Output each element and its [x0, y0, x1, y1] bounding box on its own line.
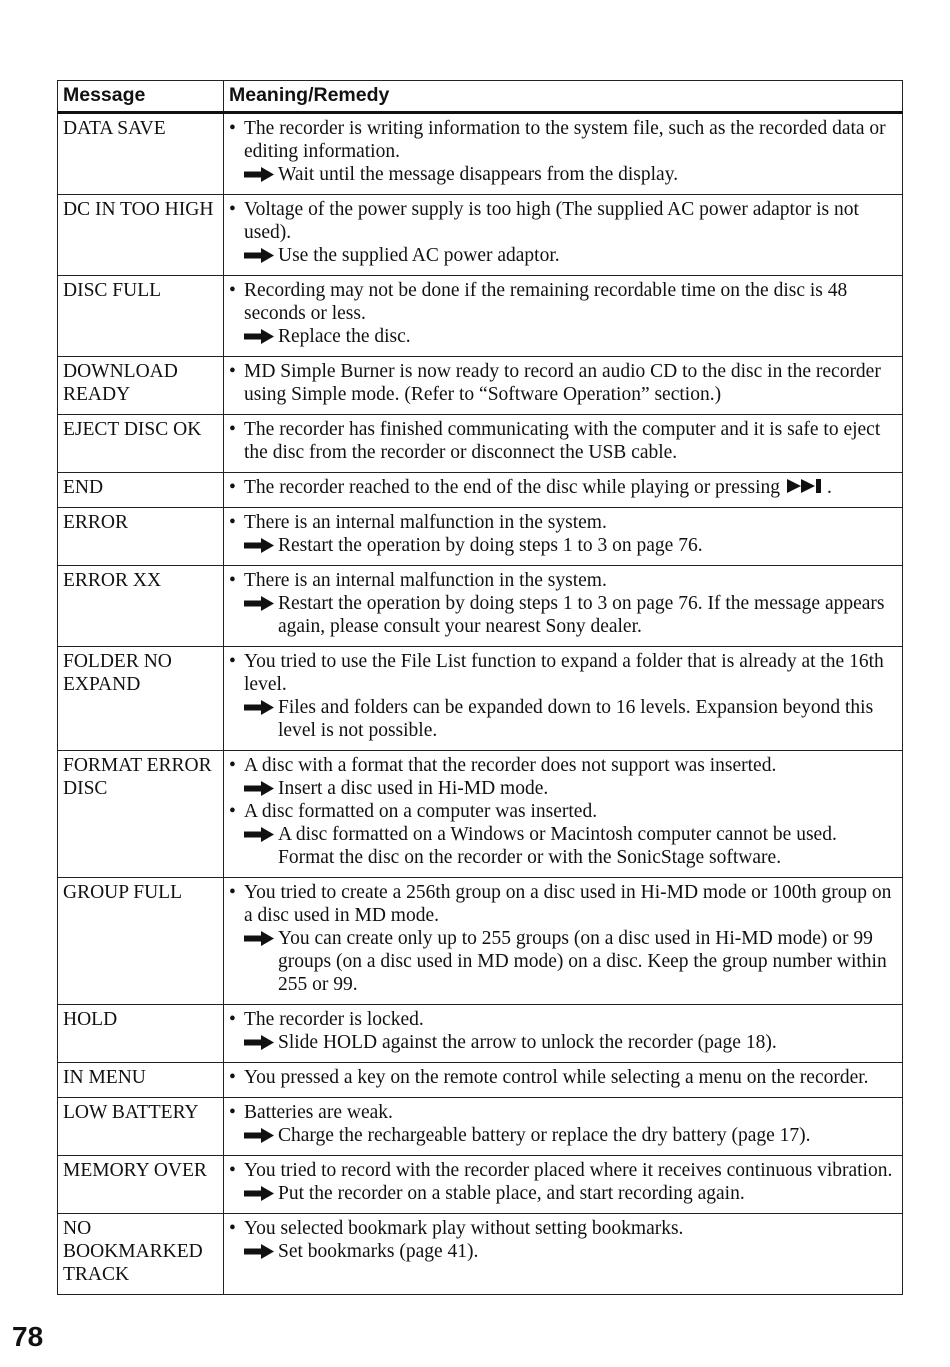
meaning-cell — [224, 1214, 903, 1295]
meaning-text: MD Simple Burner is now ready to record an audio CD to the disc in the recorder using Simple mode. (Refer to “Software Operation” section.) — [244, 361, 881, 405]
message-cell: DOWNLOAD READY — [58, 357, 224, 415]
table-header-row — [58, 81, 903, 113]
meaning-cell — [224, 415, 903, 473]
bullet-item — [229, 360, 897, 406]
message-cell: FORMAT ERROR DISC — [58, 751, 224, 878]
arrow-right-icon — [244, 931, 274, 946]
bullet-dot: • — [229, 512, 236, 533]
arrow-right-icon — [244, 167, 274, 182]
remedy-item — [229, 1124, 897, 1147]
meaning-cell — [224, 566, 903, 647]
meaning-text: You pressed a key on the remote control while selecting a menu on the recorder. — [244, 1067, 869, 1088]
bullet-dot: • — [229, 882, 236, 903]
message-cell: EJECT DISC OK — [58, 415, 224, 473]
arrow-right-icon — [244, 248, 274, 263]
remedy-text: Replace the disc. — [278, 326, 411, 347]
bullet-item — [229, 1159, 897, 1182]
table-row — [58, 1098, 903, 1156]
meaning-text: A disc with a format that the recorder does not support was inserted. — [244, 755, 777, 776]
table-row — [58, 1156, 903, 1214]
meaning-text: You tried to create a 256th group on a disc used in Hi-MD mode or 100th group on a disc used in MD mode. — [244, 882, 892, 926]
meaning-cell — [224, 195, 903, 276]
meaning-cell — [224, 647, 903, 751]
meaning-text: The recorder has finished communicating with the computer and it is safe to eject the disc from the recorder or disconnect the USB cable. — [244, 419, 881, 463]
meaning-cell — [224, 276, 903, 357]
bullet-dot: • — [229, 1218, 236, 1239]
bullet-dot: • — [229, 1102, 236, 1123]
bullet-item — [229, 1008, 897, 1031]
remedy-item — [229, 823, 897, 869]
bullet-item — [229, 1066, 897, 1089]
bullet-dot: • — [229, 118, 236, 139]
message-cell: GROUP FULL — [58, 878, 224, 1005]
bullet-item — [229, 511, 897, 534]
meaning-text: The recorder reached to the end of the disc while playing or pressing — [244, 477, 781, 498]
remedy-text: Restart the operation by doing steps 1 to 3 on page 76. If the message appears again, please consult your nearest Sony dealer. — [278, 593, 885, 637]
bullet-item — [229, 800, 897, 823]
meaning-text: The recorder is writing information to the system file, such as the recorded data or editing information. — [244, 118, 886, 162]
table-row — [58, 113, 903, 195]
bullet-item — [229, 198, 897, 244]
meaning-text: There is an internal malfunction in the system. — [244, 512, 607, 533]
table-row — [58, 878, 903, 1005]
arrow-right-icon — [244, 827, 274, 842]
remedy-item — [229, 777, 897, 800]
table-row — [58, 508, 903, 566]
meaning-text: Recording may not be done if the remaining recordable time on the disc is 48 seconds or less. — [244, 280, 848, 324]
meaning-suffix: . — [826, 477, 832, 498]
meaning-text: A disc formatted on a computer was inserted. — [244, 801, 598, 822]
meaning-text: The recorder is locked. — [244, 1009, 424, 1030]
page-number: 78 — [12, 1321, 44, 1352]
bullet-dot: • — [229, 199, 236, 220]
next-track-icon — [785, 478, 827, 494]
remedy-text: Restart the operation by doing steps 1 to 3 on page 76. — [278, 535, 703, 556]
message-cell: DATA SAVE — [58, 113, 224, 195]
bullet-dot: • — [229, 1067, 236, 1088]
arrow-right-icon — [244, 329, 274, 344]
arrow-right-icon — [244, 1186, 274, 1201]
bullet-dot: • — [229, 801, 236, 822]
remedy-item — [229, 534, 897, 557]
table-row — [58, 647, 903, 751]
bullet-item — [229, 650, 897, 696]
bullet-item — [229, 881, 897, 927]
remedy-item — [229, 244, 897, 267]
meaning-text: There is an internal malfunction in the system. — [244, 570, 607, 591]
arrow-right-icon — [244, 538, 274, 553]
remedy-item — [229, 592, 897, 638]
bullet-dot: • — [229, 755, 236, 776]
message-cell: HOLD — [58, 1005, 224, 1063]
meaning-cell — [224, 1156, 903, 1214]
table-row — [58, 1063, 903, 1098]
remedy-text: Insert a disc used in Hi-MD mode. — [278, 778, 549, 799]
bullet-item — [229, 279, 897, 325]
meaning-text: Voltage of the power supply is too high (The supplied AC power adaptor is not used). — [244, 199, 859, 243]
remedy-item — [229, 1182, 897, 1205]
remedy-text: Use the supplied AC power adaptor. — [278, 245, 560, 266]
message-cell: FOLDER NO EXPAND — [58, 647, 224, 751]
meaning-cell — [224, 751, 903, 878]
bullet-item — [229, 1101, 897, 1124]
bullet-dot: • — [229, 651, 236, 672]
message-table — [57, 80, 903, 1295]
meaning-cell — [224, 878, 903, 1005]
arrow-right-icon — [244, 1128, 274, 1143]
remedy-text: Set bookmarks (page 41). — [278, 1241, 479, 1262]
bullet-dot: • — [229, 477, 236, 498]
remedy-item — [229, 1240, 897, 1263]
message-cell: DISC FULL — [58, 276, 224, 357]
arrow-right-icon — [244, 1244, 274, 1259]
table-body — [58, 113, 903, 1295]
bullet-dot: • — [229, 280, 236, 301]
remedy-text: Slide HOLD against the arrow to unlock the recorder (page 18). — [278, 1032, 777, 1053]
bullet-item — [229, 1217, 897, 1240]
remedy-text: Put the recorder on a stable place, and start recording again. — [278, 1183, 745, 1204]
table-row — [58, 751, 903, 878]
arrow-right-icon — [244, 700, 274, 715]
bullet-dot: • — [229, 361, 236, 382]
remedy-text: Wait until the message disappears from the display. — [278, 164, 679, 185]
message-cell: END — [58, 473, 224, 508]
message-cell: LOW BATTERY — [58, 1098, 224, 1156]
remedy-item — [229, 927, 897, 996]
message-column-header: Message — [58, 81, 224, 113]
remedy-text: A disc formatted on a Windows or Macintosh computer cannot be used. Format the disc on the recorder or with the SonicStage software. — [278, 824, 837, 868]
table-row — [58, 566, 903, 647]
table-row — [58, 473, 903, 508]
table-row — [58, 1214, 903, 1295]
remedy-item — [229, 696, 897, 742]
remedy-item — [229, 1031, 897, 1054]
meaning-cell — [224, 357, 903, 415]
meaning-cell — [224, 473, 903, 508]
message-cell: IN MENU — [58, 1063, 224, 1098]
bullet-item — [229, 754, 897, 777]
arrow-right-icon — [244, 596, 274, 611]
remedy-item — [229, 163, 897, 186]
bullet-dot: • — [229, 570, 236, 591]
message-cell: NO BOOKMARKED TRACK — [58, 1214, 224, 1295]
table-row — [58, 195, 903, 276]
bullet-item — [229, 117, 897, 163]
meaning-cell — [224, 508, 903, 566]
table-row — [58, 415, 903, 473]
remedy-text: You can create only up to 255 groups (on a disc used in Hi-MD mode) or 99 groups (on a disc used in MD mode) on a disc. Keep the group number within 255 or 99. — [278, 928, 887, 995]
message-cell: ERROR XX — [58, 566, 224, 647]
message-cell: DC IN TOO HIGH — [58, 195, 224, 276]
meaning-cell — [224, 1063, 903, 1098]
meaning-cell — [224, 113, 903, 195]
table-row — [58, 1005, 903, 1063]
meaning-text: You tried to record with the recorder placed where it receives continuous vibration. — [244, 1160, 893, 1181]
table-row — [58, 357, 903, 415]
bullet-item — [229, 569, 897, 592]
bullet-dot: • — [229, 419, 236, 440]
bullet-dot: • — [229, 1009, 236, 1030]
meaning-cell — [224, 1098, 903, 1156]
table-row — [58, 276, 903, 357]
bullet-dot: • — [229, 1160, 236, 1181]
bullet-item — [229, 418, 897, 464]
arrow-right-icon — [244, 781, 274, 796]
meaning-text: Batteries are weak. — [244, 1102, 393, 1123]
bullet-item — [229, 476, 897, 499]
meaning-cell — [224, 1005, 903, 1063]
meaning-text: You tried to use the File List function to expand a folder that is already at the 16th level. — [244, 651, 884, 695]
remedy-item — [229, 325, 897, 348]
remedy-text: Files and folders can be expanded down to 16 levels. Expansion beyond this level is not possible. — [278, 697, 874, 741]
meaning-column-header: Meaning/Remedy — [224, 81, 903, 113]
remedy-text: Charge the rechargeable battery or replace the dry battery (page 17). — [278, 1125, 811, 1146]
message-cell: ERROR — [58, 508, 224, 566]
message-cell: MEMORY OVER — [58, 1156, 224, 1214]
arrow-right-icon — [244, 1035, 274, 1050]
meaning-text: You selected bookmark play without setting bookmarks. — [244, 1218, 684, 1239]
